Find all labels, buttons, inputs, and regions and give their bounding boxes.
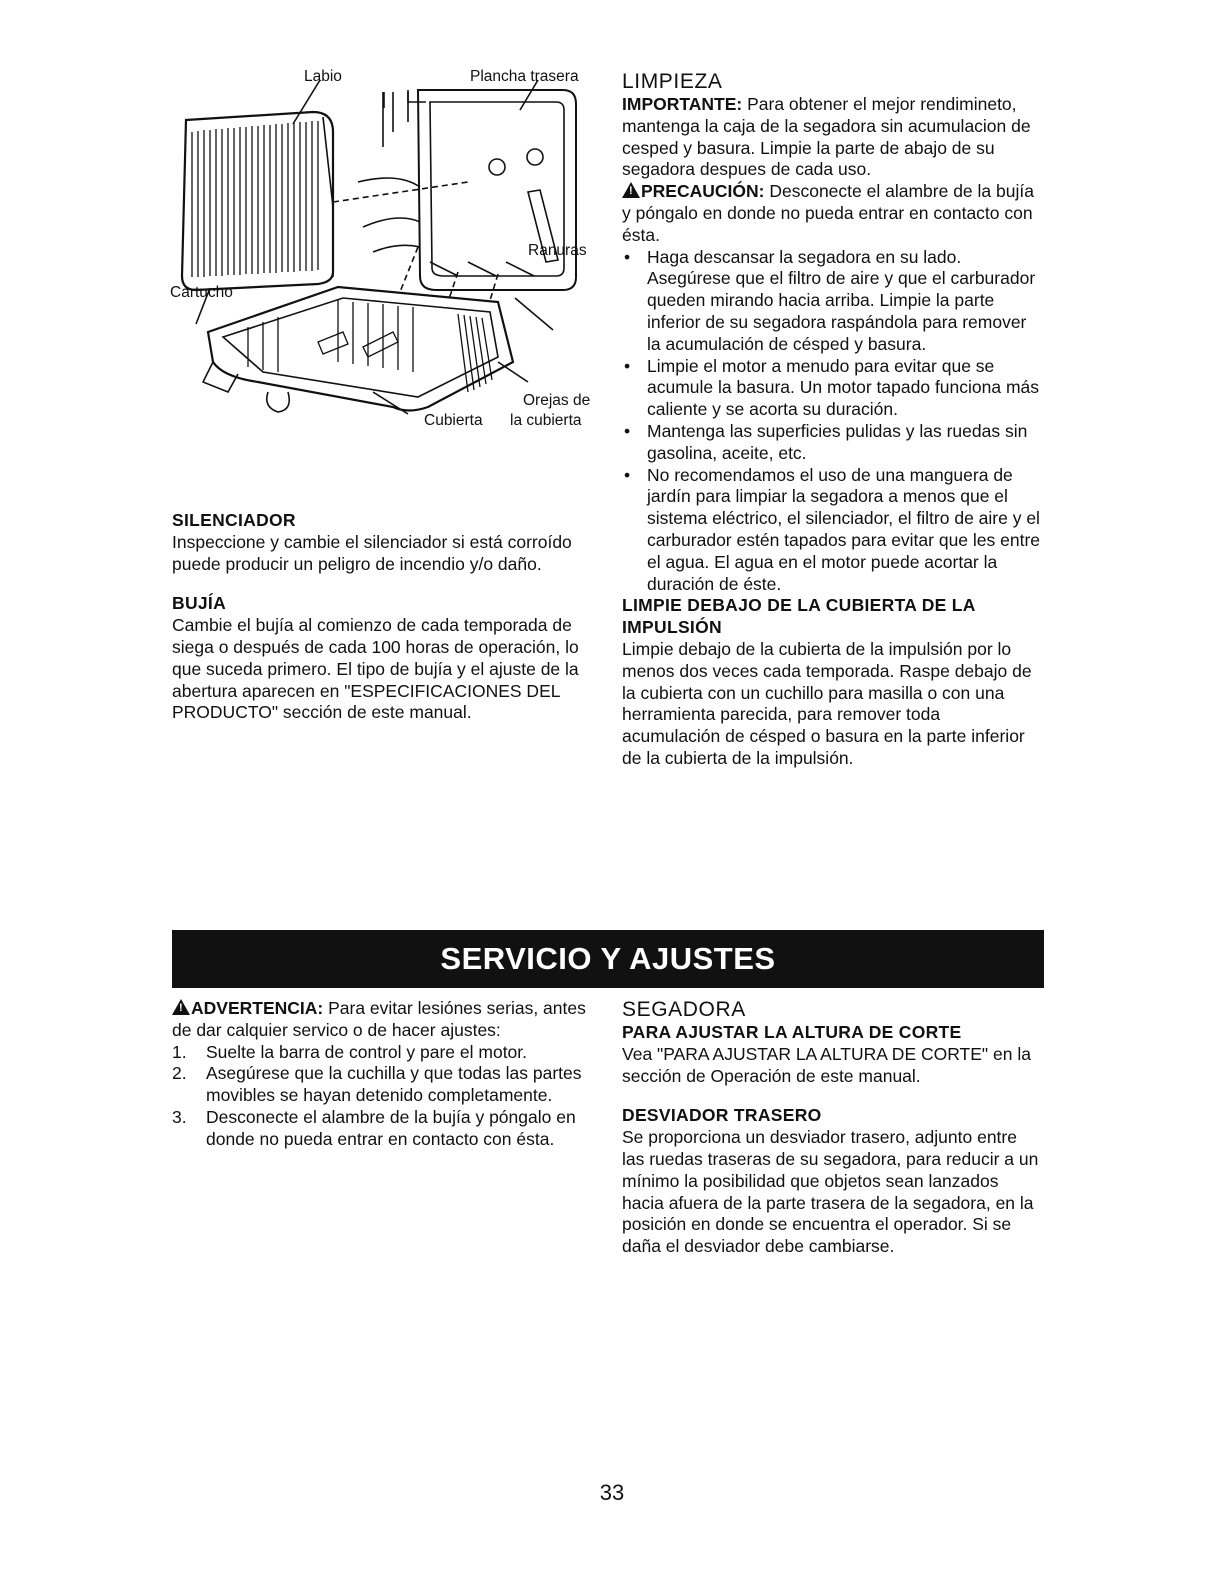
label-labio: Labio — [304, 68, 342, 85]
step-text: Desconecte el alambre de la bujía y póngalo en donde no pueda entrar en contacto con ésta. — [206, 1106, 576, 1149]
limpieza-title: LIMPIEZA — [622, 70, 723, 93]
list-item-text: Haga descansar la segadora en su lado. Asegúrese que el filtro de aire y que el carburador queden mirando hacia arriba. Limpie la parte inferior de su segadora raspándola para remover la acumulación de césped y basura. — [647, 246, 1036, 354]
step-number: 2. — [172, 1063, 187, 1084]
bullet: • — [624, 355, 631, 376]
list-item — [622, 247, 1042, 356]
list-item — [172, 1107, 592, 1151]
desviador-title: DESVIADOR TRASERO — [622, 1105, 822, 1126]
advertencia-paragraph — [172, 998, 592, 1042]
advertencia-label: ADVERTENCIA: — [191, 998, 324, 1018]
silenciador-text: Inspeccione y cambie el silenciador si está corroído puede producir un peligro de incendio y/o daño. — [172, 531, 572, 574]
list-item — [622, 465, 1042, 596]
label-plancha-trasera: Plancha trasera — [470, 68, 579, 85]
step-number: 3. — [172, 1106, 187, 1127]
bujia-title: BUJÍA — [172, 593, 227, 614]
list-item — [622, 356, 1042, 421]
list-item — [172, 1063, 592, 1107]
warning-icon — [622, 182, 640, 198]
advertencia-steps — [172, 1042, 592, 1151]
label-cubierta: Cubierta — [424, 412, 483, 429]
section-banner: SERVICIO Y AJUSTES — [172, 930, 1044, 988]
list-item-text: Limpie el motor a menudo para evitar que se acumule la basura. Un motor tapado funciona más caliente y se acorta su duración. — [647, 355, 1040, 420]
bullet: • — [624, 464, 631, 485]
bullet: • — [624, 420, 631, 441]
limpie-debajo-title: LIMPIE DEBAJO DE LA CUBIERTA DE LA IMPULSIÓN — [622, 595, 976, 638]
silenciador-title: SILENCIADOR — [172, 510, 296, 530]
precaucion-paragraph — [622, 181, 1042, 246]
list-item-text: Mantenga las superficies pulidas y las ruedas sin gasolina, aceite, etc. — [647, 420, 1028, 463]
bujia-text: Cambie el bujía al comienzo de cada temporada de siega o después de cada 100 horas de operación, lo que suceda primero. El tipo de bujía y el ajuste de la abertura aparecen en "ESPECIFICACIONES DEL PRODUCTO" sección de este manual. — [172, 615, 579, 723]
advertencia-text: Para evitar lesiónes serias, antes de dar calquier servico o de hacer ajustes: — [172, 998, 586, 1040]
altura-text: Vea "PARA AJUSTAR LA ALTURA DE CORTE" en la sección de Operación de este manual. — [622, 1043, 1031, 1086]
label-cartucho: Cartucho — [170, 284, 233, 301]
importante-paragraph — [622, 94, 1042, 181]
advertencia-block — [172, 998, 592, 1151]
page-number: 33 — [599, 1480, 625, 1505]
right-column — [622, 70, 1042, 770]
label-orejas-2: la cubierta — [510, 412, 582, 429]
list-item-text: No recomendamos el uso de una manguera de jardín para limpiar la segadora a menos que el sistema eléctrico, el silenciador, el filtro de aire y el carburador estén tapados para evitar que les entre el agua. El agua en el motor puede acortar la duración de éste. — [647, 464, 1041, 594]
list-item — [172, 1042, 592, 1064]
step-text: Asegúrese que la cuchilla y que todas las partes movibles se hayan detenido completamente. — [206, 1063, 582, 1106]
label-orejas-1: Orejas de — [523, 392, 591, 409]
air-filter-figure — [168, 62, 598, 442]
warning-icon — [172, 999, 190, 1015]
limpie-debajo-text: Limpie debajo de la cubierta de la impulsión por lo menos dos veces cada temporada. Raspe debajo de la cubierta con un cuchillo para masilla o con una herramienta parecida, para remover toda acumulación de césped o basura en la parte inferior de la cubierta de la impulsión. — [622, 638, 1032, 768]
importante-label: IMPORTANTE: — [622, 94, 743, 114]
label-ranuras: Ranuras — [528, 242, 587, 259]
step-number: 1. — [172, 1041, 187, 1062]
list-item — [622, 421, 1042, 465]
altura-title: PARA AJUSTAR LA ALTURA DE CORTE — [622, 1022, 962, 1042]
segadora-block — [622, 998, 1042, 1258]
bullet: • — [624, 246, 631, 267]
left-column — [172, 510, 597, 724]
limpieza-bullets — [622, 247, 1042, 596]
step-text: Suelte la barra de control y pare el motor. — [206, 1041, 528, 1062]
precaucion-text: Desconecte el alambre de la bujía y póngalo en donde no pueda entrar en contacto con ésta. — [622, 181, 1034, 245]
desviador-text: Se proporciona un desviador trasero, adjunto entre las ruedas traseras de su segadora, para reducir a un mínimo la posibilidad que objetos sean lanzados hacia afuera de la parte trasera de la segadora, en la posición en donde se encuentra el operador. Si se daña el desviador debe cambiarse. — [622, 1127, 1039, 1257]
importante-text: Para obtener el mejor rendimineto, mantenga la caja de la segadora sin acumulacion de cesped y basura. Limpie la parte de abajo de su segadora despues de cada uso. — [622, 94, 1031, 180]
precaucion-label: PRECAUCIÓN: — [641, 181, 765, 202]
segadora-title: SEGADORA — [622, 998, 746, 1021]
